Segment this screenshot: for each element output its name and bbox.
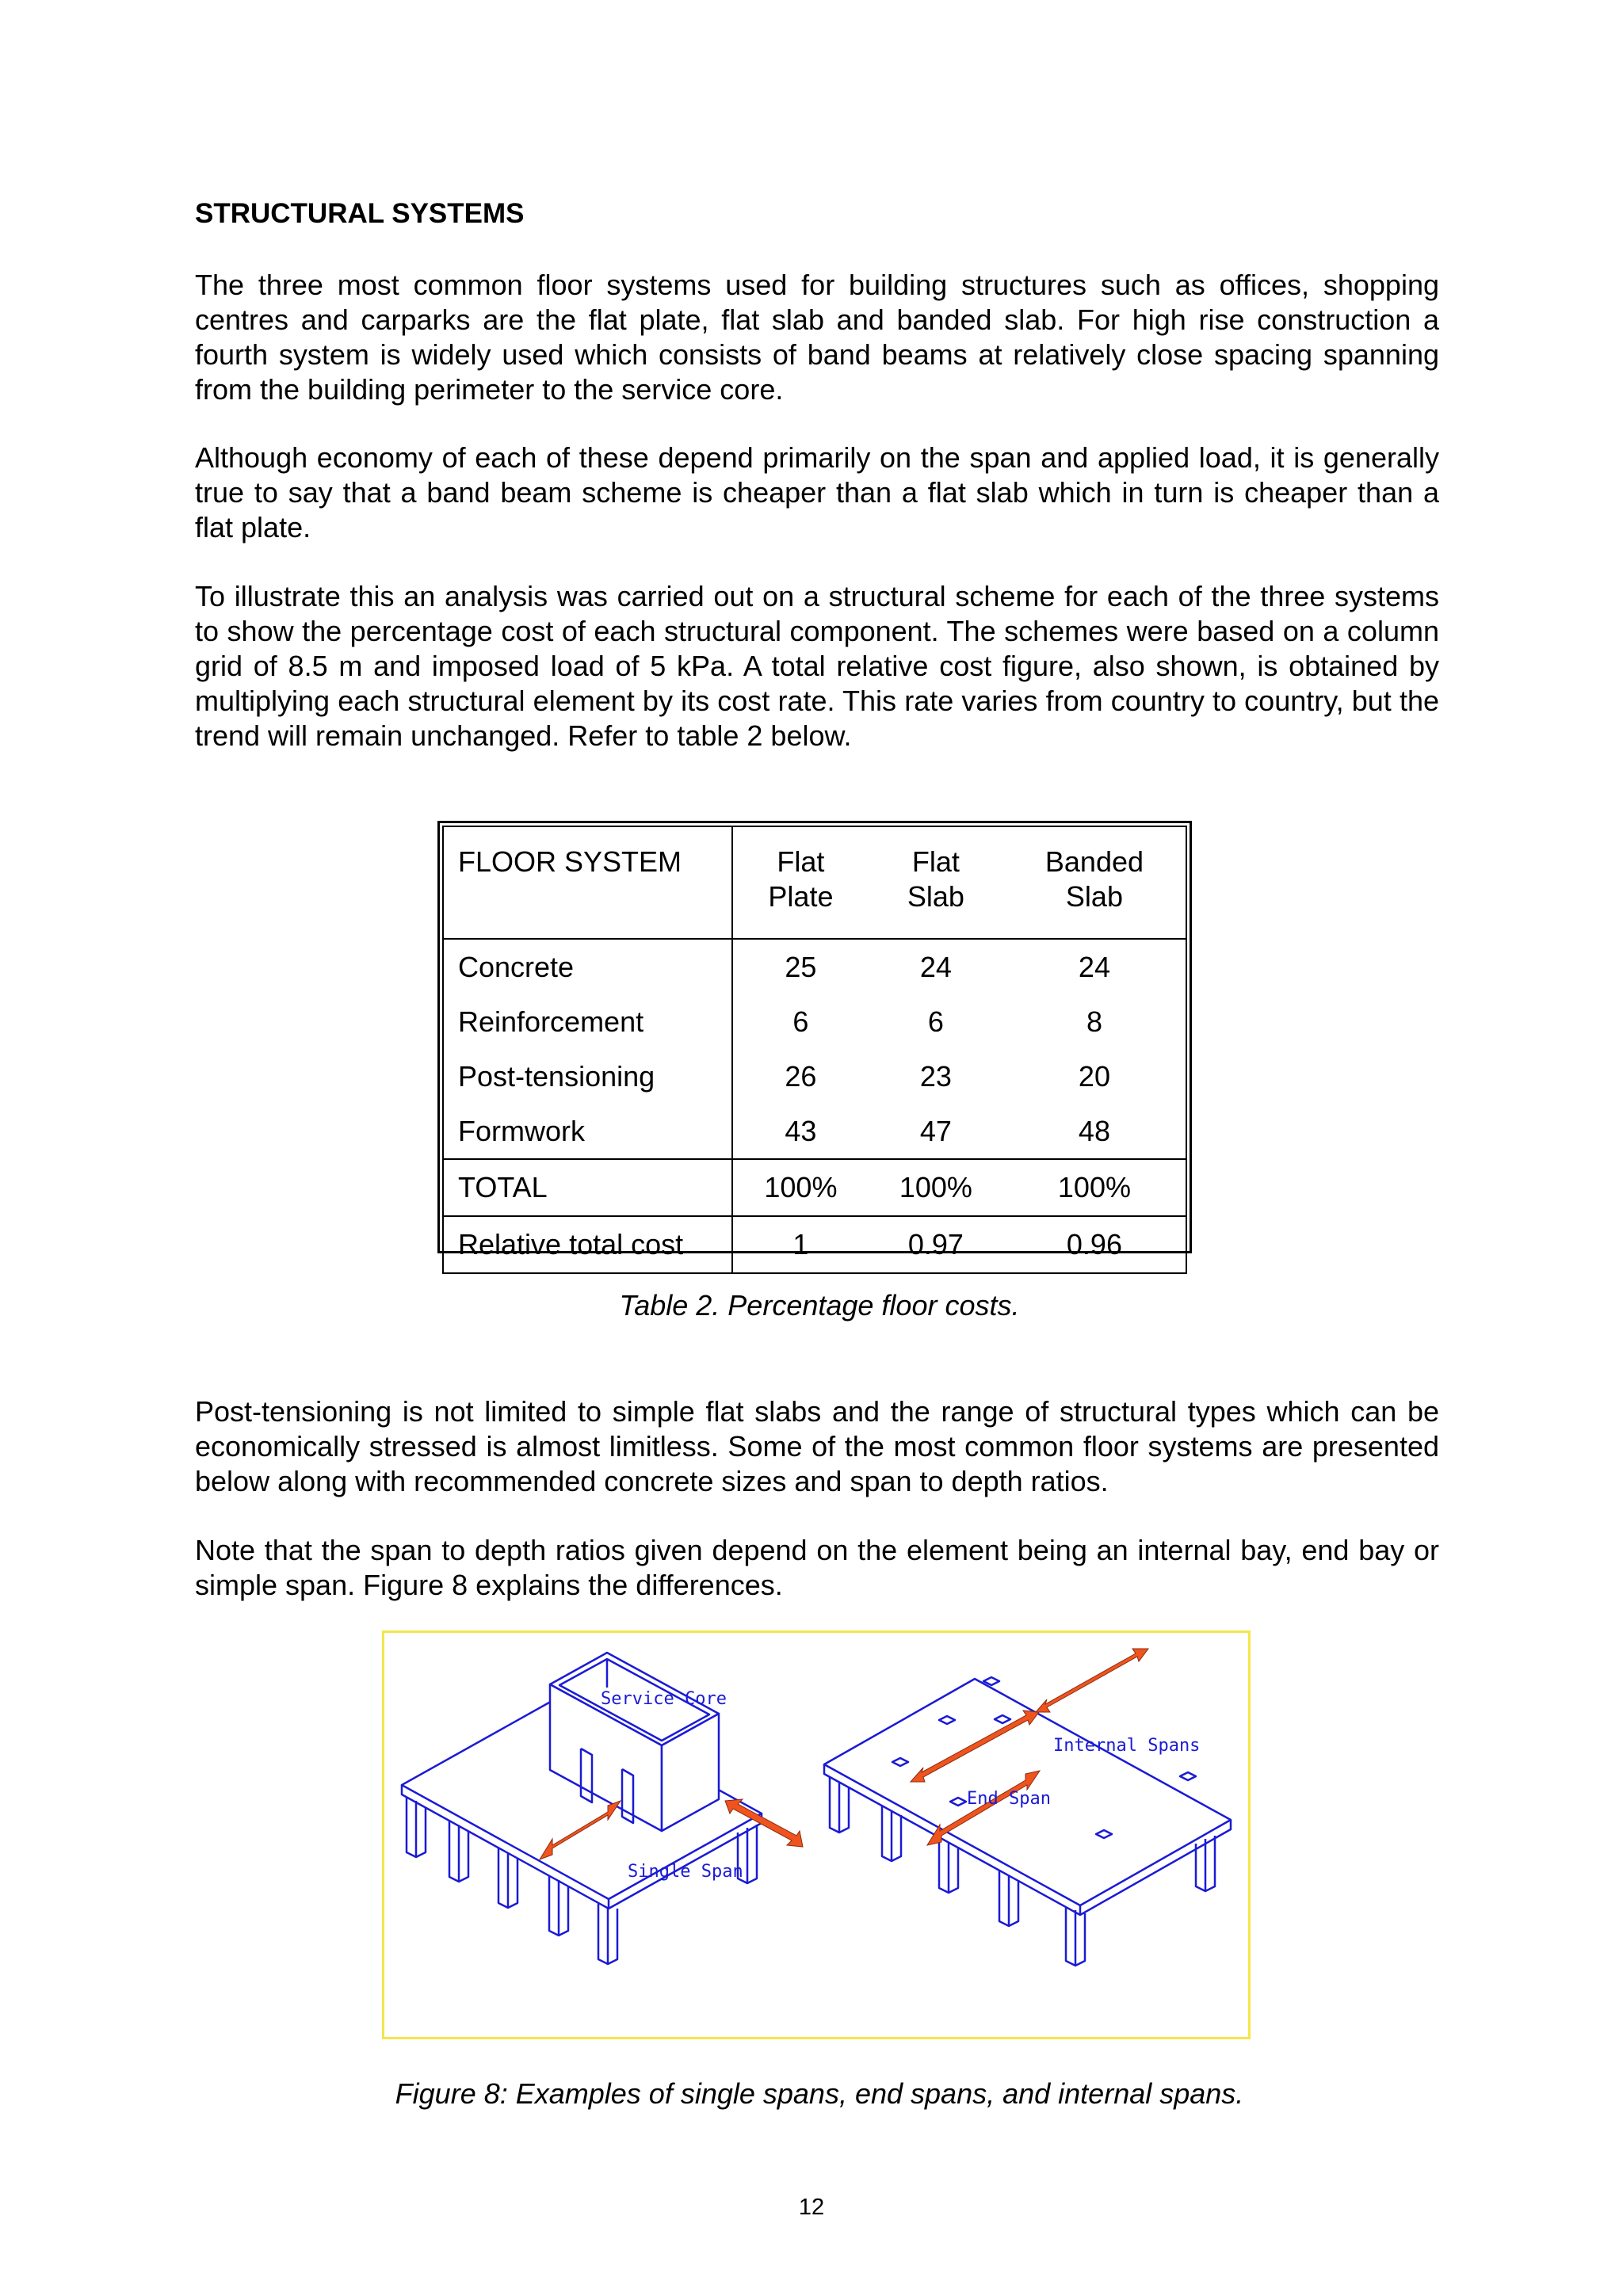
header-col1-line1: Flat (777, 845, 825, 878)
row-label: Relative total cost (443, 1216, 732, 1273)
header-banded-slab (1003, 826, 1186, 939)
table-caption: Table 2. Percentage floor costs. (619, 1289, 1020, 1322)
header-col2-line1: Flat (911, 845, 960, 878)
label-service-core: Service Core (601, 1689, 727, 1709)
cell-value: 100% (732, 1159, 869, 1216)
section-heading: STRUCTURAL SYSTEMS (195, 198, 525, 229)
paragraph-span-depth: Note that the span to depth ratios given depend on the element being an internal bay, end bay or simple span. Figure 8 explains the differences. (195, 1534, 1439, 1601)
table-row-post-tensioning (443, 1049, 1186, 1104)
table-row-reinforcement (443, 994, 1186, 1049)
row-label: Concrete (443, 939, 732, 994)
span-diagram (384, 1633, 1248, 2037)
table-header-row (443, 826, 1186, 939)
paragraph-economy: Although economy of each of these depend primarily on the span and applied load, it is generally true to say that a band beam scheme is cheaper than a flat slab which in turn is cheaper than a flat plate. (195, 441, 1439, 543)
cell-value: 8 (1086, 1005, 1102, 1038)
cost-table-frame (437, 821, 1192, 1261)
row-label: TOTAL (443, 1159, 732, 1216)
row-label: Formwork (443, 1104, 732, 1159)
floor-cost-table (442, 826, 1187, 1274)
cell-value: 43 (785, 1114, 817, 1147)
label-single-span: Single Span (628, 1862, 743, 1882)
page-number: 12 (798, 2195, 825, 2220)
cell-value: 6 (927, 1005, 944, 1038)
cell-value: 26 (785, 1059, 817, 1093)
cell-value: 47 (919, 1114, 952, 1147)
cell-value: 48 (1078, 1114, 1110, 1147)
header-col1-line2: Plate (768, 880, 834, 913)
header-col3-line1: Banded (1044, 845, 1144, 878)
cell-value: 0.97 (869, 1216, 1003, 1273)
table-row-total (443, 1159, 1186, 1216)
cell-value: 1 (732, 1216, 869, 1273)
figure-spans (382, 1630, 1251, 2039)
paragraph-analysis: To illustrate this an analysis was carried out on a structural scheme for each of the three systems to show the percentage cost of each structural component. The schemes were based on a column grid of 8.5 m and imposed load of 5 kPa. A total relative cost figure, also shown, is obtained by multiplying each structural element by its cost rate. This rate varies from country to country, but the trend will remain unchanged. Refer to table 2 below. (195, 580, 1439, 752)
cell-value: 24 (1003, 939, 1186, 994)
figure-caption: Figure 8: Examples of single spans, end spans, and internal spans. (395, 2077, 1244, 2110)
header-col3-line2: Slab (1065, 880, 1123, 913)
table-row-concrete (443, 939, 1186, 994)
table-row-relative-cost (443, 1216, 1186, 1273)
cell-value: 0.96 (1003, 1216, 1186, 1273)
header-floor-system: FLOOR SYSTEM (443, 826, 732, 939)
cell-value: 100% (869, 1159, 1003, 1216)
cell-value: 20 (1078, 1059, 1110, 1093)
cell-value: 100% (1003, 1159, 1186, 1216)
row-label: Reinforcement (443, 994, 732, 1049)
internal-span-arrow-2 (1036, 1649, 1148, 1712)
label-end-span: End Span (967, 1789, 1051, 1809)
header-col2-line2: Slab (907, 880, 964, 913)
label-internal-spans: Internal Spans (1053, 1736, 1201, 1756)
table-row-formwork (443, 1104, 1186, 1159)
cell-value: 6 (792, 1005, 809, 1038)
cell-value: 23 (919, 1059, 952, 1093)
header-flat-plate (732, 826, 869, 939)
paragraph-post-tensioning: Post-tensioning is not limited to simple flat slabs and the range of structural types which can be economically stressed is almost limitless. Some of the most common floor systems are presented below along with recommended concrete sizes and span to depth ratios. (195, 1395, 1439, 1497)
row-label: Post-tensioning (443, 1049, 732, 1104)
header-flat-slab (869, 826, 1003, 939)
paragraph-floor-systems: The three most common floor systems used for building structures such as offices, shopping centres and carparks are the flat plate, flat slab and banded slab. For high rise construction a fourth system is widely used which consists of band beams at relatively close spacing spanning from the building perimeter to the service core. (195, 269, 1439, 406)
cell-value: 24 (869, 939, 1003, 994)
cell-value: 25 (732, 939, 869, 994)
